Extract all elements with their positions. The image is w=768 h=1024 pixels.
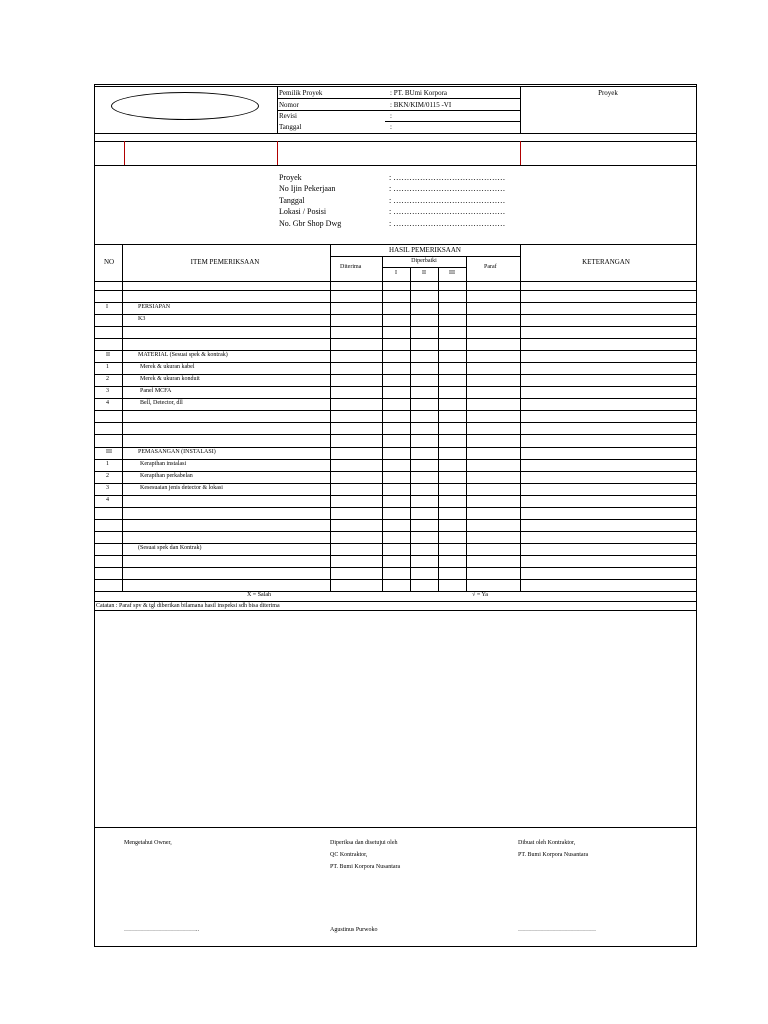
row-divider <box>94 459 696 460</box>
legend-ya: √ = Ya <box>472 592 488 598</box>
row-divider <box>94 386 696 387</box>
tanggal-value: : <box>390 123 392 131</box>
row-divider <box>94 434 696 435</box>
row-item: Kerapihan instalasi <box>140 461 187 467</box>
info-lokasi-value[interactable]: : …………………………………… <box>389 207 506 216</box>
row-no: 3 <box>106 485 109 491</box>
nomor-label: Nomor <box>279 101 299 109</box>
info-lokasi-label: Lokasi / Posisi <box>279 207 327 216</box>
info-proyek-value[interactable]: : …………………………………… <box>389 173 506 182</box>
row-item: Kerapihan perkabelan <box>140 473 193 479</box>
row-divider <box>94 543 696 544</box>
row-divider <box>94 567 696 568</box>
qc-sign-title-1: Diperiksa dan disetujui oleh <box>330 840 398 846</box>
row-divider <box>94 314 696 315</box>
row-divider <box>94 495 696 496</box>
row-item: Panel MCFA <box>140 388 172 394</box>
row-divider <box>94 519 696 520</box>
revisi-label: Revisi <box>279 112 297 120</box>
row-item: Bell, Detector, dll <box>140 400 183 406</box>
col-ii-header: II <box>422 270 426 276</box>
row-item: MATERIAL (Sesuai spek & kontrak) <box>138 352 228 358</box>
row-divider <box>94 555 696 556</box>
info-shopdwg-value[interactable]: : …………………………………… <box>389 219 506 228</box>
owner-sign-name: ……………………………….. <box>124 927 199 933</box>
qc-sign-title-3: PT. Bumi Korpora Nusantara <box>330 864 401 870</box>
col-i-header: I <box>395 270 397 276</box>
row-divider <box>94 398 696 399</box>
tanggal-label: Tanggal <box>279 123 302 131</box>
company-logo-oval <box>111 92 259 120</box>
info-tanggal-label: Tanggal <box>279 196 305 205</box>
row-no: III <box>106 449 112 455</box>
qc-sign-title-2: QC Kontraktor, <box>330 852 368 858</box>
row-item: Merek & ukuran konduit <box>140 376 200 382</box>
row-no: I <box>106 304 108 310</box>
row-item: (Sesuai spek dan Kontrak) <box>138 545 202 551</box>
row-item: PEMASANGAN (INSTALASI) <box>138 449 216 455</box>
row-item: Kesesuaian jenis detector & lokasi <box>140 485 223 491</box>
row-divider <box>94 374 696 375</box>
info-proyek-label: Proyek <box>279 173 302 182</box>
col-hasil-header: HASIL PEMERIKSAAN <box>389 246 461 254</box>
row-divider <box>94 326 696 327</box>
pemilik-label: Pemilik Proyek <box>279 89 323 97</box>
qc-sign-name: Agustinus Purwoko <box>330 927 378 933</box>
contractor-sign-title-2: PT. Bumi Korpora Nusantara <box>518 852 589 858</box>
col-iii-header: III <box>449 270 455 276</box>
info-ijin-label: No Ijin Pekerjaan <box>279 184 336 193</box>
info-tanggal-value[interactable]: : …………………………………… <box>389 196 506 205</box>
row-divider <box>94 362 696 363</box>
row-divider <box>94 422 696 423</box>
pemilik-value: : PT. BUmi Korpora <box>390 89 448 97</box>
info-shopdwg-label: No. Gbr Shop Dwg <box>279 219 342 228</box>
row-divider <box>94 350 696 351</box>
col-diperbaiki-header: Diperbaiki <box>411 258 437 264</box>
row-divider <box>94 483 696 484</box>
owner-sign-title: Mengetahui Owner, <box>124 840 172 846</box>
row-divider <box>94 507 696 508</box>
contractor-sign-name: ………………………………… <box>518 927 596 933</box>
row-no: 3 <box>106 388 109 394</box>
row-no: 4 <box>106 497 109 503</box>
nomor-value: : BKN/KIM/0115 -VI <box>390 101 452 109</box>
row-divider <box>94 579 696 580</box>
row-no: 2 <box>106 473 109 479</box>
legend-salah: X = Salah <box>246 592 272 598</box>
row-no: 1 <box>106 364 109 370</box>
row-item: PERSIAPAN <box>138 304 171 310</box>
row-no: 1 <box>106 461 109 467</box>
row-divider <box>94 410 696 411</box>
col-no-header: NO <box>104 258 115 266</box>
row-divider <box>94 338 696 339</box>
catatan-note: Catatan : Paraf spv & tgl diberikan bilamana hasil inspeksi sdh bisa diterima <box>96 603 280 609</box>
row-no: II <box>106 352 110 358</box>
row-divider <box>94 531 696 532</box>
row-no: 4 <box>106 400 109 406</box>
row-divider <box>94 447 696 448</box>
revisi-value: : <box>390 112 392 120</box>
row-item: K3 <box>138 316 146 322</box>
contractor-sign-title-1: Dibuat oleh Kontraktor, <box>518 840 576 846</box>
col-item-header: ITEM PEMERIKSAAN <box>190 258 260 266</box>
proyek-header-label: Proyek <box>598 89 618 97</box>
col-diterima-header: Diterima <box>340 264 362 270</box>
row-item: Merek & ukuran kabel <box>140 364 195 370</box>
row-no: 2 <box>106 376 109 382</box>
col-keterangan-header: KETERANGAN <box>582 258 630 266</box>
col-paraf-header: Paraf <box>484 264 497 270</box>
info-ijin-value[interactable]: : …………………………………… <box>389 184 506 193</box>
row-divider <box>94 471 696 472</box>
row-divider <box>94 302 696 303</box>
